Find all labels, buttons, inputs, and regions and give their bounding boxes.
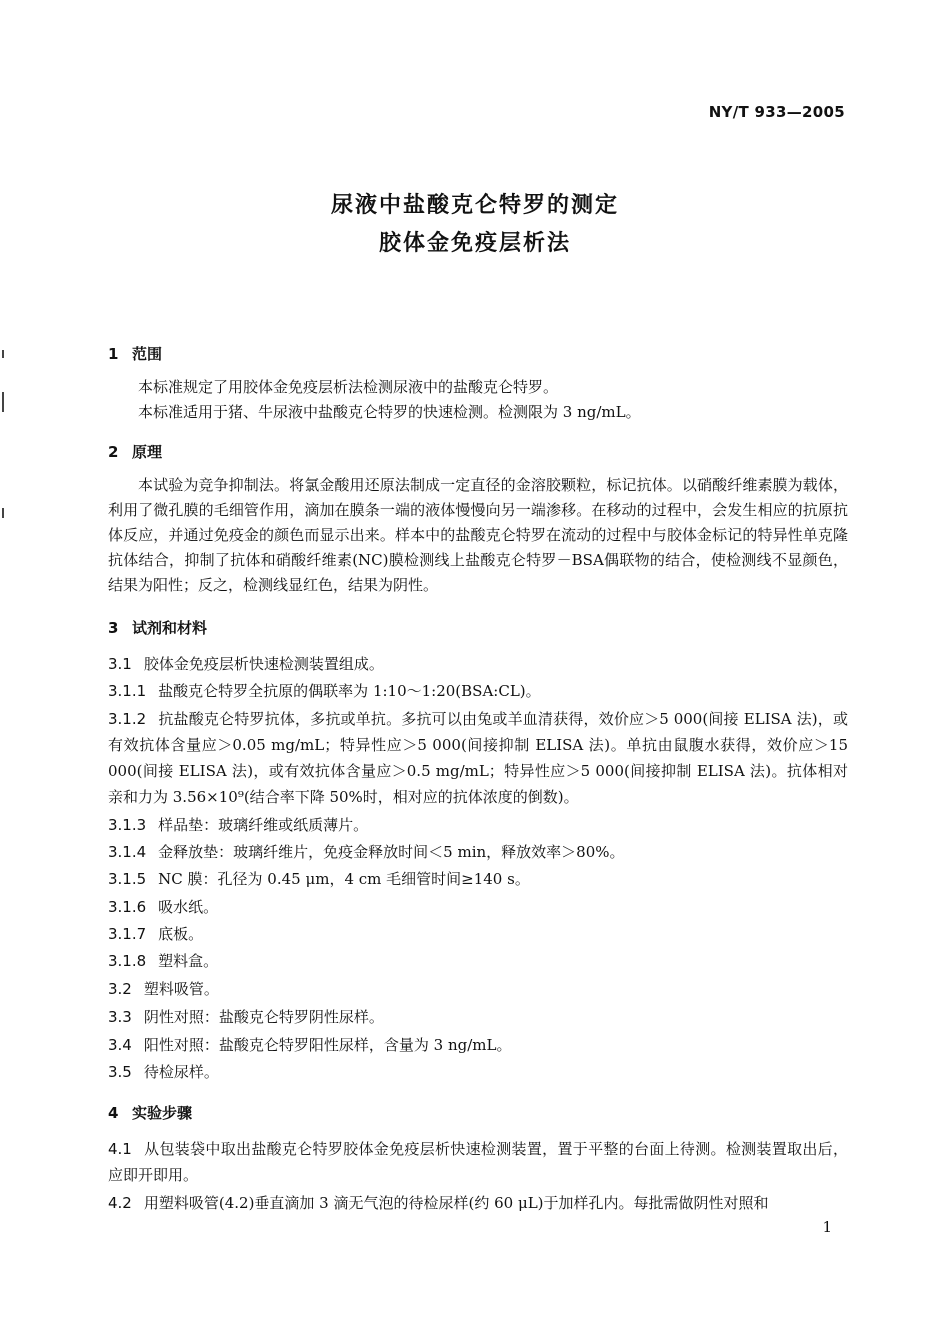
scan-edge-mark (2, 392, 4, 412)
list-item: 3.1.4 金释放垫：玻璃纤维片，免疫金释放时间＜5 min，释放效率＞80%。 (108, 843, 625, 861)
scan-edge-mark (2, 508, 4, 518)
section-title: 试剂和材料 (132, 619, 208, 637)
paragraph: 本标准适用于猪、牛尿液中盐酸克仑特罗的快速检测。检测限为 3 ng/mL。 (138, 403, 641, 421)
list-item: 3.1 胶体金免疫层析快速检测装置组成。 (108, 655, 384, 673)
list-item: 3.1.2 抗盐酸克仑特罗抗体，多抗或单抗。多抗可以由兔或羊血清获得，效价应＞5 000(间接 ELISA 法)，或有效抗体含量应＞0.05 mg/mL；特异性应＞5 000(间接抑制 ELISA 法)。单抗由鼠腹水获得，效价应＞15 000(间接 ELISA 法)，或有效抗体含量应＞0.5 mg/mL；特异性应＞5 000(间接抑制 ELISA 法)。抗体相对亲和力为 3.56×10⁹(结合率下降 50%时，相对应的抗体浓度的倒数)。 (108, 710, 848, 806)
list-item: 4.2 用塑料吸管(4.2)垂直滴加 3 滴无气泡的待检尿样(约 60 μL)于加样孔内。每批需做阴性对照和 (108, 1194, 769, 1212)
list-item: 3.1.5 NC 膜：孔径为 0.45 μm，4 cm 毛细管时间≥140 s。 (108, 870, 530, 888)
standard-code: NY/T 933—2005 (708, 103, 845, 121)
section-title: 原理 (132, 443, 163, 461)
list-item: 3.2 塑料吸管。 (108, 980, 219, 998)
scan-edge-mark (2, 350, 4, 358)
list-item: 3.1.3 样品垫：玻璃纤维或纸质薄片。 (108, 816, 369, 834)
list-item: 3.5 待检尿样。 (108, 1063, 219, 1081)
section-heading (108, 441, 162, 462)
section-title: 实验步骤 (132, 1104, 193, 1122)
section-heading (108, 343, 162, 364)
list-item: 3.1.6 吸水纸。 (108, 898, 219, 916)
document-subtitle: 胶体金免疫层析法 (378, 231, 571, 256)
page-number: 1 (822, 1218, 832, 1236)
list-item: 3.4 阳性对照：盐酸克仑特罗阳性尿样，含量为 3 ng/mL。 (108, 1036, 512, 1054)
paragraph: 本标准规定了用胶体金免疫层析法检测尿液中的盐酸克仑特罗。 (138, 378, 559, 396)
paragraph: 本试验为竞争抑制法。将氯金酸用还原法制成一定直径的金溶胶颗粒，标记抗体。以硝酸纤维素膜为载体，利用了微孔膜的毛细管作用，滴加在膜条一端的液体慢慢向另一端渗移。在移动的过程中，会发生相应的抗原抗体反应，并通过免疫金的颜色而显示出来。样本中的盐酸克仑特罗在流动的过程中与胶体金标记的特异性单克隆抗体结合，抑制了抗体和硝酸纤维素(NC)膜检测线上盐酸克仑特罗－BSA偶联物的结合，使检测线不显颜色，结果为阳性；反之，检测线显红色，结果为阴性。 (108, 476, 848, 594)
list-item: 4.1 从包装袋中取出盐酸克仑特罗胶体金免疫层析快速检测装置，置于平整的台面上待测。检测装置取出后，应即开即用。 (108, 1140, 848, 1184)
section-heading (108, 617, 207, 638)
section-title: 范围 (132, 345, 163, 363)
section-heading (108, 1102, 192, 1123)
section-number: 1 (108, 345, 119, 363)
section-number: 4 (108, 1104, 119, 1122)
list-item: 3.1.1 盐酸克仑特罗全抗原的偶联率为 1:10～1:20(BSA:CL)。 (108, 682, 541, 700)
list-item: 3.3 阴性对照：盐酸克仑特罗阴性尿样。 (108, 1008, 384, 1026)
section-number: 3 (108, 619, 119, 637)
list-item: 3.1.7 底板。 (108, 925, 204, 943)
document-title: 尿液中盐酸克仑特罗的测定 (330, 193, 619, 218)
list-item: 3.1.8 塑料盒。 (108, 952, 219, 970)
section-number: 2 (108, 443, 119, 461)
